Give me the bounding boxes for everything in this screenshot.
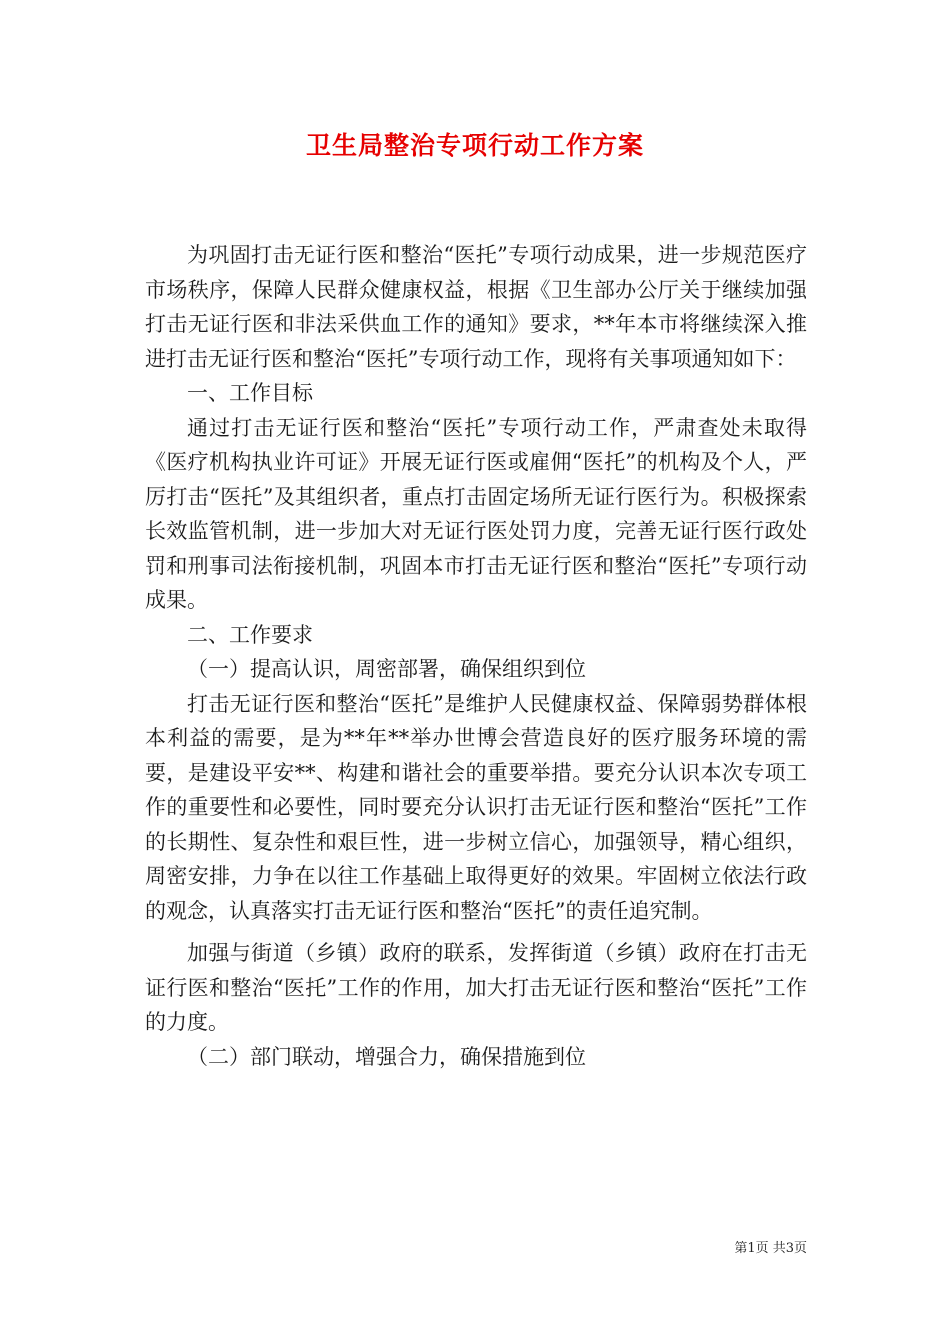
- subheading-awareness: （一）提高认识，周密部署，确保组织到位: [187, 657, 586, 681]
- intro-paragraph: 为巩固打击无证行医和整治“医托”专项行动成果，进一步规范医疗市场秩序，保障人民群众健康权益，根据《卫生部办公厅关于继续加强打击无证行医和非法采供血工作的通知》要求，**年本市将继续深入推进打击无证行医和整治“医托”专项行动工作，现将有关事项通知如下：: [145, 243, 807, 371]
- subheading-coordination: （二）部门联动，增强合力，确保措施到位: [187, 1044, 586, 1069]
- section-heading-goals: 一、工作目标: [187, 381, 313, 405]
- awareness-paragraph: 打击无证行医和整治“医托”是维护人民健康权益、保障弱势群体根本利益的需要，是为**年**举办世博会营造良好的医疗服务环境的需要，是建设平安**、构建和谐社会的重要举措。要充分认识本次专项工作的重要性和必要性，同时要充分认识打击无证行医和整治“医托”工作的长期性、复杂性和艰巨性，进一步树立信心，加强领导，精心组织，周密安排，力争在以往工作基础上取得更好的效果。牢固树立依法行政的观念，认真落实打击无证行医和整治“医托”的责任追究制。: [145, 691, 807, 923]
- section-heading-requirements: 二、工作要求: [187, 622, 313, 647]
- township-paragraph: 加强与街道（乡镇）政府的联系，发挥街道（乡镇）政府在打击无证行医和整治“医托”工作的作用，加大打击无证行医和整治“医托”工作的力度。: [145, 941, 807, 1034]
- document-title: 卫生局整治专项行动工作方案: [305, 131, 644, 160]
- goals-paragraph: 通过打击无证行医和整治“医托”专项行动工作，严肃查处未取得《医疗机构执业许可证》开展无证行医或雇佣“医托”的机构及个人，严厉打击“医托”及其组织者，重点打击固定场所无证行医行为。积极探索长效监管机制，进一步加大对无证行医处罚力度，完善无证行医行政处罚和刑事司法衔接机制，巩固本市打击无证行医和整治“医托”专项行动成果。: [145, 415, 807, 612]
- page-number-footer: 第1页 共3页: [734, 1241, 807, 1256]
- document-body: [145, 238, 807, 1074]
